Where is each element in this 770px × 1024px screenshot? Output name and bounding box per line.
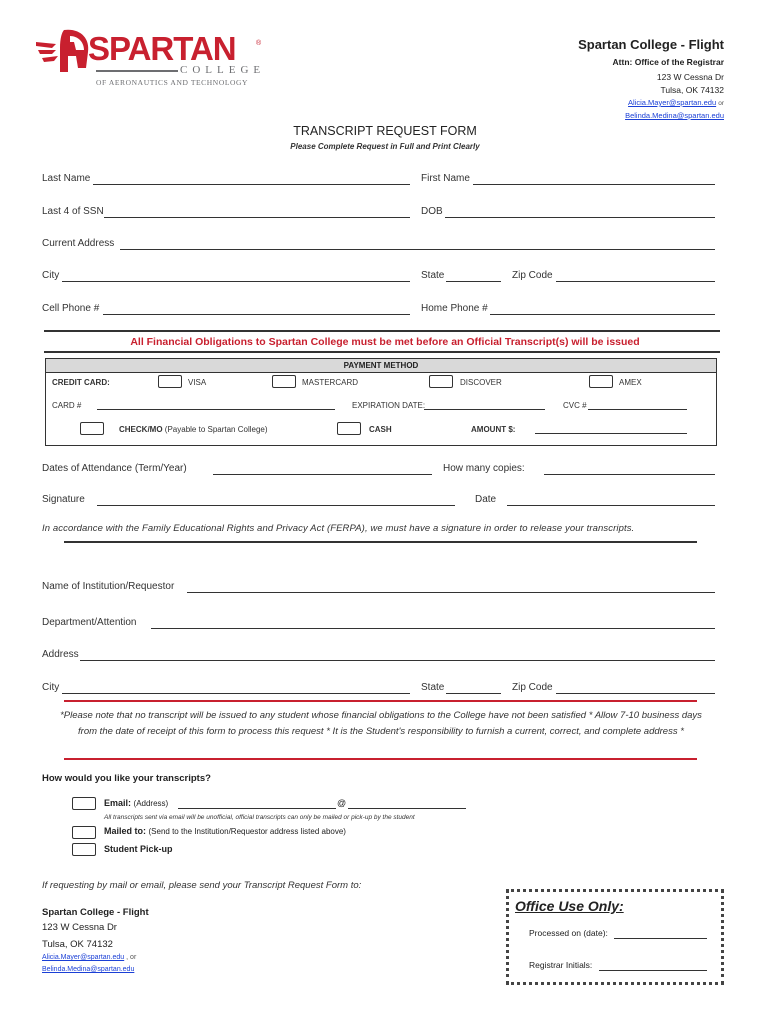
mastercard-checkbox[interactable] bbox=[272, 375, 296, 388]
header-city: Tulsa, OK 74132 bbox=[660, 85, 724, 95]
header-email-2[interactable]: Belinda.Medina@spartan.edu bbox=[625, 111, 724, 120]
card-number-label: CARD # bbox=[52, 401, 82, 410]
email-domain-line[interactable] bbox=[348, 808, 466, 809]
first-name-label: First Name bbox=[421, 173, 470, 184]
office-use-box bbox=[506, 889, 724, 985]
card-number-line[interactable] bbox=[97, 409, 335, 410]
check-mo-note: (Payable to Spartan College) bbox=[164, 425, 268, 434]
recipient-city-line[interactable] bbox=[62, 693, 410, 694]
registrar-initials-line[interactable] bbox=[599, 970, 707, 971]
cash-checkbox[interactable] bbox=[337, 422, 361, 435]
signature-line[interactable] bbox=[97, 505, 455, 506]
city-line[interactable] bbox=[62, 281, 410, 282]
logo-subtitle: OF AERONAUTICS AND TECHNOLOGY bbox=[96, 78, 249, 87]
date-line[interactable] bbox=[507, 505, 715, 506]
recipient-state-label: State bbox=[421, 682, 445, 693]
dob-label: DOB bbox=[421, 206, 443, 217]
amount-line[interactable] bbox=[535, 433, 687, 434]
header-org: Spartan College - Flight bbox=[578, 37, 724, 52]
send-to-street: 123 W Cessna Dr bbox=[42, 922, 117, 933]
visa-checkbox[interactable] bbox=[158, 375, 182, 388]
cvc-line[interactable] bbox=[588, 409, 687, 410]
zip-line[interactable] bbox=[556, 281, 715, 282]
recipient-zip-line[interactable] bbox=[556, 693, 715, 694]
header-street: 123 W Cessna Dr bbox=[656, 72, 724, 82]
credit-card-label: CREDIT CARD: bbox=[52, 378, 110, 387]
office-use-title: Office Use Only: bbox=[515, 898, 624, 914]
recipient-state-line[interactable] bbox=[446, 693, 501, 694]
amex-label: AMEX bbox=[619, 378, 642, 387]
email-fine-print: All transcripts sent via email will be unofficial, official transcripts can only be mailed or pick-up by the student bbox=[104, 814, 415, 821]
registrar-initials-label: Registrar Initials: bbox=[529, 960, 593, 970]
notice-divider-bottom bbox=[44, 351, 720, 353]
mailed-note: (Send to the Institution/Requestor address listed above) bbox=[148, 827, 346, 836]
pickup-checkbox[interactable] bbox=[72, 843, 96, 856]
ferpa-divider bbox=[64, 541, 697, 543]
header-email-1[interactable]: Alicia.Mayer@spartan.edu bbox=[628, 98, 717, 107]
processing-notice: *Please note that no transcript will be issued to any student whose financial obligations to the College have not been satisfied * Allow 7-10 business days from the date of receipt of this form to process this request * It is the Student's responsibility to furnish a current, correct, and complete address * bbox=[60, 710, 702, 737]
last-name-label: Last Name bbox=[42, 173, 91, 184]
recipient-address-line[interactable] bbox=[80, 660, 715, 661]
send-to-intro: If requesting by mail or email, please send your Transcript Request Form to: bbox=[42, 880, 362, 891]
visa-label: VISA bbox=[188, 378, 207, 387]
delivery-question: How would you like your transcripts? bbox=[42, 773, 211, 784]
first-name-line[interactable] bbox=[473, 184, 715, 185]
email-user-line[interactable] bbox=[178, 808, 336, 809]
payment-method-header: PAYMENT METHOD bbox=[46, 359, 716, 373]
home-phone-label: Home Phone # bbox=[421, 303, 488, 314]
notice-red-rule-top bbox=[64, 700, 697, 702]
logo-wordmark: SPARTAN bbox=[88, 30, 236, 67]
department-label: Department/Attention bbox=[42, 617, 137, 628]
recipient-address-label: Address bbox=[42, 649, 79, 660]
city-label: City bbox=[42, 270, 60, 281]
copies-label: How many copies: bbox=[443, 463, 525, 474]
financial-notice: All Financial Obligations to Spartan College must be met before an Official Transcript(s) will be issued bbox=[130, 336, 640, 348]
spartan-helmet-icon bbox=[34, 28, 94, 78]
notice-red-rule-bottom bbox=[64, 758, 697, 760]
ferpa-statement: In accordance with the Family Educational Rights and Privacy Act (FERPA), we must have a signature in order to release your transcripts. bbox=[42, 523, 635, 534]
mastercard-label: MASTERCARD bbox=[302, 378, 359, 387]
processed-on-line[interactable] bbox=[614, 938, 707, 939]
processed-on-label: Processed on (date): bbox=[529, 928, 608, 938]
send-to-email-2[interactable]: Belinda.Medina@spartan.edu bbox=[42, 966, 135, 973]
send-to-email-1[interactable]: Alicia.Mayer@spartan.edu bbox=[42, 954, 125, 961]
form-title: TRANSCRIPT REQUEST FORM bbox=[293, 124, 477, 138]
expiration-label: EXPIRATION DATE: bbox=[352, 401, 426, 410]
logo-college: COLLEGE bbox=[180, 64, 266, 76]
email-at: @ bbox=[337, 798, 347, 808]
recipient-city-label: City bbox=[42, 682, 60, 693]
department-line[interactable] bbox=[151, 628, 715, 629]
mailed-checkbox[interactable] bbox=[72, 826, 96, 839]
send-to-city: Tulsa, OK 74132 bbox=[42, 939, 113, 950]
discover-label: DISCOVER bbox=[460, 378, 502, 387]
home-phone-line[interactable] bbox=[490, 314, 715, 315]
cvc-label: CVC # bbox=[563, 401, 587, 410]
recipient-zip-label: Zip Code bbox=[512, 682, 553, 693]
current-address-label: Current Address bbox=[42, 238, 115, 249]
attendance-dates-label: Dates of Attendance (Term/Year) bbox=[42, 463, 187, 474]
discover-checkbox[interactable] bbox=[429, 375, 453, 388]
zip-label: Zip Code bbox=[512, 270, 553, 281]
send-to-org: Spartan College - Flight bbox=[42, 907, 149, 918]
email-delivery-label: Email: bbox=[104, 798, 132, 808]
mailed-label: Mailed to: bbox=[104, 826, 146, 836]
header-or: or bbox=[718, 100, 724, 107]
signature-label: Signature bbox=[42, 494, 85, 505]
cash-label: CASH bbox=[369, 425, 392, 434]
form-subtitle: Please Complete Request in Full and Print Clearly bbox=[290, 142, 480, 151]
amount-label: AMOUNT $: bbox=[471, 425, 516, 434]
institution-line[interactable] bbox=[187, 592, 715, 593]
ssn-label: Last 4 of SSN bbox=[42, 206, 104, 217]
cell-phone-label: Cell Phone # bbox=[42, 303, 100, 314]
expiration-line[interactable] bbox=[424, 409, 545, 410]
current-address-line[interactable] bbox=[120, 249, 715, 250]
college-logo: SPARTAN ® COLLEGE OF AERONAUTICS AND TECHNOLOGY bbox=[34, 26, 264, 90]
ssn-line[interactable] bbox=[104, 217, 410, 218]
check-mo-label: CHECK/MO bbox=[119, 425, 163, 434]
last-name-line[interactable] bbox=[93, 184, 410, 185]
amex-checkbox[interactable] bbox=[589, 375, 613, 388]
send-to-or: , or bbox=[126, 954, 137, 961]
institution-label: Name of Institution/Requestor bbox=[42, 581, 175, 592]
attendance-dates-line[interactable] bbox=[213, 474, 432, 475]
state-label: State bbox=[421, 270, 445, 281]
dob-line[interactable] bbox=[445, 217, 715, 218]
state-line[interactable] bbox=[446, 281, 501, 282]
email-delivery-checkbox[interactable] bbox=[72, 797, 96, 810]
header-attn: Attn: Office of the Registrar bbox=[612, 57, 724, 67]
check-mo-checkbox[interactable] bbox=[80, 422, 104, 435]
notice-divider-top bbox=[44, 330, 720, 332]
date-label: Date bbox=[475, 494, 497, 505]
email-delivery-note: (Address) bbox=[133, 799, 169, 808]
cell-phone-line[interactable] bbox=[103, 314, 410, 315]
pickup-label: Student Pick-up bbox=[104, 844, 173, 854]
copies-line[interactable] bbox=[544, 474, 715, 475]
